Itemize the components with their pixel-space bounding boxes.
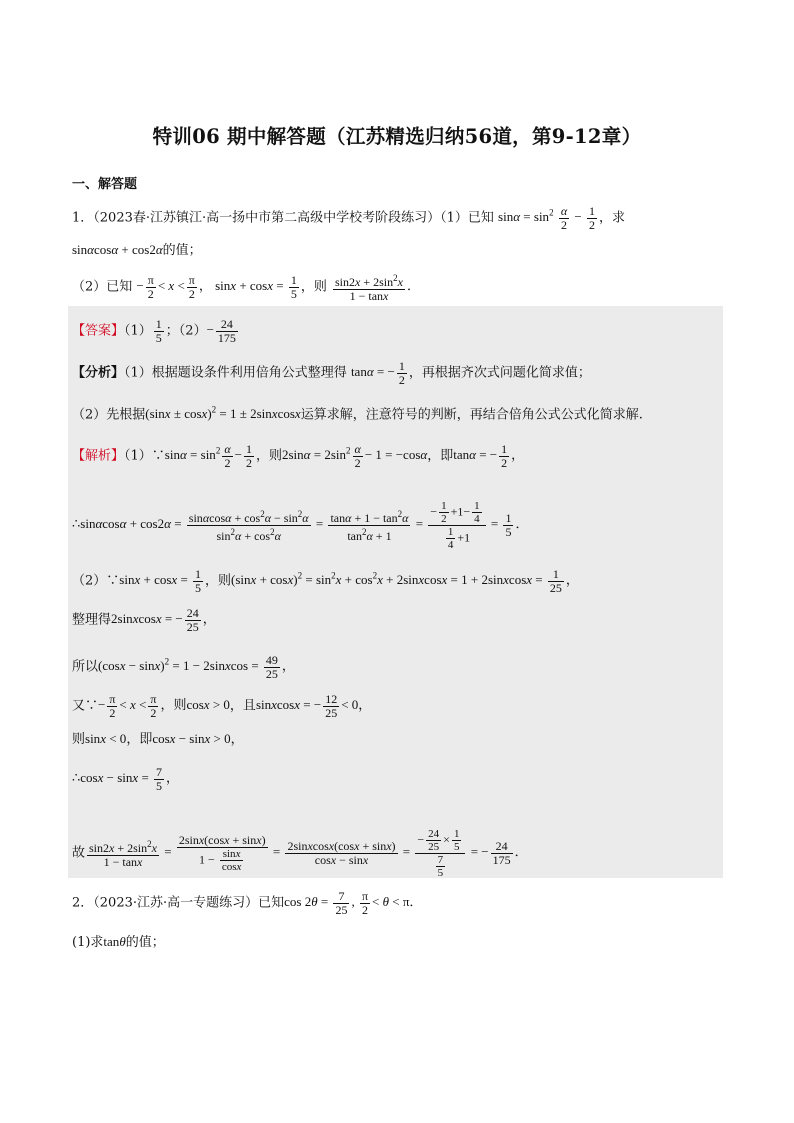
section-heading: 一、解答题 bbox=[72, 177, 138, 192]
q1-formula-given: $\sin\alpha = \sin^2$ $\frac{\alpha}{2}$ − $\frac{1}{2}$ bbox=[498, 203, 595, 232]
answer-value2: − $\frac{24}{175}$ bbox=[206, 317, 236, 345]
analysis-text2a: （2）先根据 bbox=[72, 407, 146, 423]
solution-line3 bbox=[72, 566, 579, 595]
solution-formula9: sinxcosx = − $\frac{12}{25}$ < 0， bbox=[255, 692, 372, 720]
solution-chain: ∴sinαcosα + cos2α = $\frac{\sin\alpha\cos\alpha + \cos^2\alpha - \sin^2\alpha}{\sin^2\alpha + \cos^2\alpha}$ = $\frac{\tan\alpha + 1 - \tan^2\alpha}{\tan^2\alpha + 1}$ = − $\frac{1}{2}$ +1− $\frac{1}{4}$ $\frac{1}{4}$ +1 = $\frac{1}{5}$ ． bbox=[72, 500, 529, 551]
analysis-text1-end: ，再根据齐次式问题化简求值； bbox=[408, 365, 591, 381]
answer-line bbox=[72, 318, 240, 345]
solution-formula1: $\sin\alpha = \sin^2$ $\frac{\alpha}{2}$ − $\frac{1}{2}$ bbox=[164, 441, 252, 470]
analysis-line2 bbox=[72, 400, 643, 425]
answer-value1: $\frac{1}{5}$ bbox=[155, 317, 162, 345]
solution-gu: 故 bbox=[72, 845, 86, 861]
q1-line2-end: 的值； bbox=[162, 243, 202, 258]
solution-ie: ，即 bbox=[427, 448, 454, 464]
analysis-label: 【分析】 bbox=[72, 365, 125, 381]
solution-zheng: 整理得 bbox=[72, 612, 112, 628]
solution-you: 又∵ bbox=[72, 698, 99, 714]
analysis-text1: （1）根据题设条件利用倍角公式整理得 bbox=[124, 365, 347, 381]
q2-statement bbox=[72, 890, 422, 917]
solution-line1 bbox=[72, 441, 524, 470]
q1-part2-prefix: （2）已知 bbox=[72, 279, 133, 295]
page-title: 特训06 期中解答题（江苏精选归纳56道，第9-12章） bbox=[152, 125, 642, 148]
q2-part1 bbox=[72, 932, 165, 953]
solution-qie: ，且 bbox=[229, 698, 256, 714]
q1-source: 1．（2023春·江苏镇江·高一扬中市第二高级中学校考阶段练习）（1）已知 bbox=[72, 210, 494, 226]
solution-ji: ，即 bbox=[126, 732, 153, 747]
q1-part2 bbox=[72, 272, 420, 303]
q2-part1-end: 的值； bbox=[125, 935, 165, 950]
q2-tan-theta: tanθ bbox=[103, 934, 126, 949]
solution-final-chain: $\frac{\sin 2x + 2\sin^2x}{1 - \tan x}$ = 2sinx(cosx + sinx) 1 − $\frac{\sin x}{\cos x}$ = $\frac{\text{2sinxcosx(cosx + sinx)}}{\cos x - \sin x}$ = − $\frac{24}{25}$ × $\frac{1}{5}$ $\frac{7}{5}$ = − $\frac{24}{175}$ ． bbox=[89, 828, 528, 879]
solution-formula4: sinx + cosx = $\frac{1}{5}$ bbox=[119, 566, 202, 595]
solution-then: ，则 bbox=[255, 448, 282, 464]
analysis-formula2: $(\sin x \pm \cos x)^2 = 1$ ± 2sinxcosx bbox=[145, 405, 301, 422]
q1-part2-range: − $\frac{\pi}{2}$ < x < $\frac{\pi}{2}$ ， sinx + cosx = $\frac{1}{5}$ bbox=[136, 273, 297, 301]
q1-statement-line2 bbox=[72, 240, 202, 261]
solution-formula10: sinx < 0 bbox=[85, 731, 127, 746]
solution-line8 bbox=[72, 766, 179, 793]
solution-then-2: ，则 bbox=[205, 573, 232, 589]
solution-formula11: cosx − sinx > 0， bbox=[152, 731, 244, 746]
analysis-line1 bbox=[72, 360, 591, 387]
solution-formula5: $(\sin x + \cos x)^2 = \sin^2x + \cos^2x$ + 2sinxcosx = 1 + 2sinxcosx = $\frac{1}{25}$ ， bbox=[231, 566, 579, 595]
answer-part1: （1） bbox=[124, 323, 152, 339]
q1-part2-then: ，则 bbox=[300, 279, 327, 295]
solution-label: 【解析】 bbox=[72, 448, 125, 464]
q1-part2-target: $\frac{\sin 2x + 2\sin^2x}{1 - \tan x}$ ． bbox=[335, 273, 420, 303]
solution-part1: （1）∵ bbox=[124, 448, 165, 464]
q1-ask-end: ，求 bbox=[598, 210, 625, 226]
solution-formula3: tanα = − $\frac{1}{2}$ ， bbox=[453, 441, 525, 470]
solution-line7 bbox=[72, 729, 244, 750]
analysis-text2b: 运算求解，注意符号的判断，再结合倍角公式公式化简求解. bbox=[300, 407, 643, 423]
solution-formula8: − $\frac{\pi}{2}$ < x < $\frac{\pi}{2}$ ，则cosx > 0 bbox=[98, 692, 230, 720]
analysis-formula1: tanα = − $\frac{1}{2}$ bbox=[350, 359, 405, 387]
q1-statement bbox=[72, 203, 625, 232]
q2-source: 2．（2023·江苏·高一专题练习）已知 bbox=[72, 895, 285, 911]
q2-given: cos 2θ = $\frac{7}{25}$ , $\frac{\pi}{2}$ < θ < π． bbox=[284, 889, 423, 917]
answer-part2: ；（2） bbox=[165, 323, 207, 339]
solution-line6 bbox=[72, 693, 371, 720]
q1-expression: sinαcosα + cos2α bbox=[72, 242, 163, 257]
solution-ze: 则 bbox=[72, 732, 86, 747]
solution-line2 bbox=[72, 500, 528, 551]
q2-part1-prefix: (1)求 bbox=[72, 935, 104, 950]
solution-line5 bbox=[72, 652, 295, 681]
solution-formula6: 2sinxcosx = − $\frac{24}{25}$ ， bbox=[111, 606, 216, 634]
solution-formula2: $2\sin\alpha = 2\sin^2$ $\frac{\alpha}{2}$ − 1 = −cosα bbox=[281, 441, 428, 470]
solution-part2: （2）∵ bbox=[72, 573, 120, 589]
solution-line4 bbox=[72, 607, 216, 634]
solution-suoyi: 所以 bbox=[72, 659, 99, 675]
solution-line9 bbox=[72, 828, 528, 879]
solution-formula7: $(\cos x - \sin x)^2 = 1$ − 2sinxcos = $\frac{49}{25}$ ， bbox=[98, 652, 295, 681]
solution-formula12: ∴cosx − sinx = $\frac{7}{5}$ ， bbox=[72, 765, 180, 793]
answer-label: 【答案】 bbox=[72, 323, 125, 339]
